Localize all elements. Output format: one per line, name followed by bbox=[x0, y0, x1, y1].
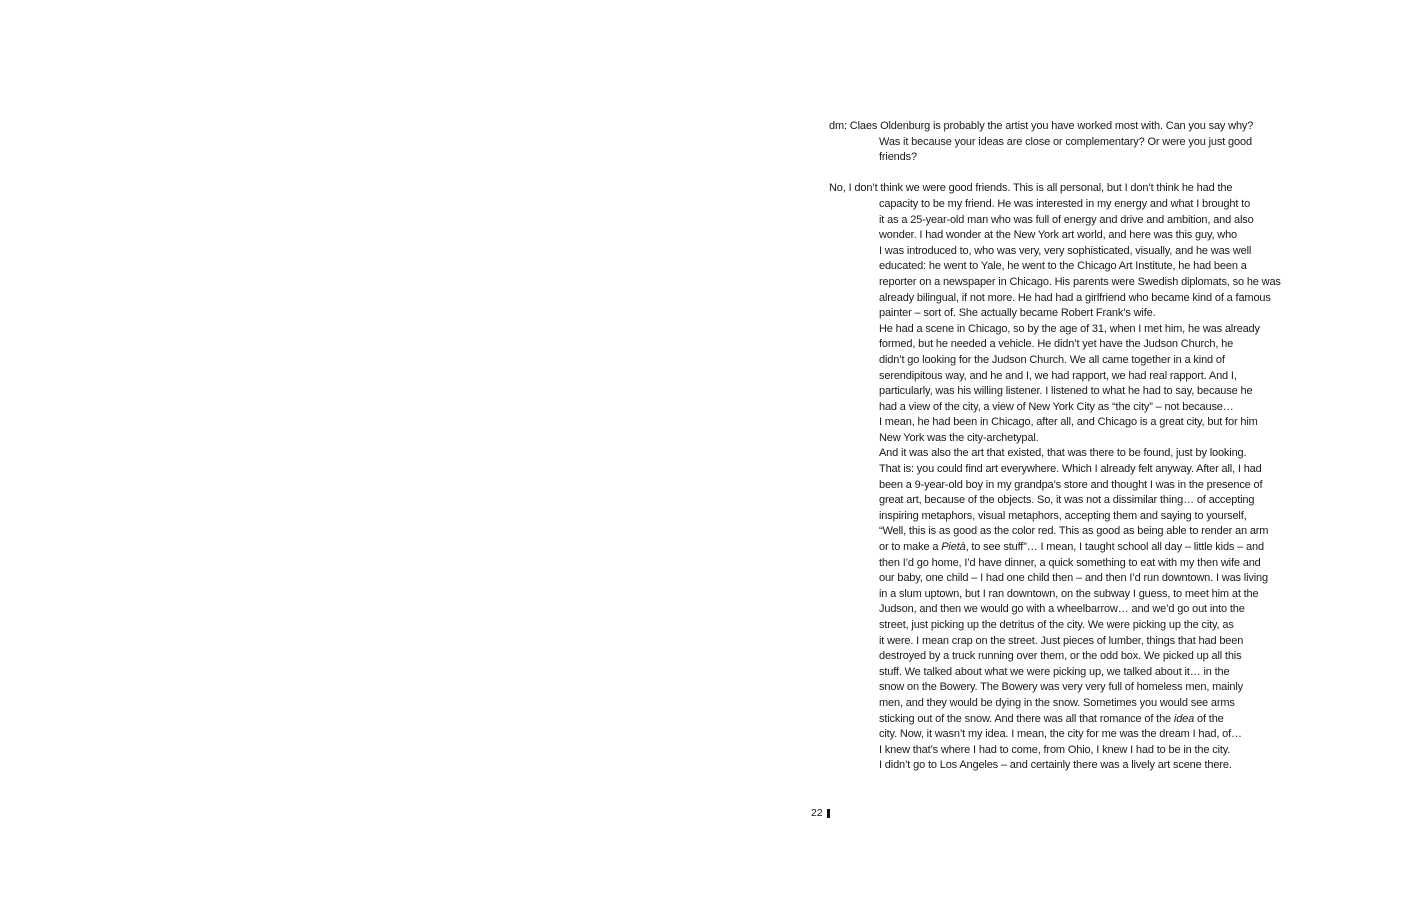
answer-line-part: , to see stuff”… I mean, I taught school all day – little kids – and bbox=[965, 541, 1264, 554]
answer-line: I knew that’s where I had to come, from Ohio, I knew I had to be in the city. bbox=[879, 743, 1231, 756]
answer-line: men, and they would be dying in the snow. Sometimes you would see arms bbox=[879, 696, 1235, 709]
answer-line: great art, because of the objects. So, it was not a dissimilar thing… of accepting bbox=[879, 494, 1255, 507]
answer-line: That is: you could find art everywhere. Which I already felt anyway. After all, I had bbox=[879, 463, 1262, 476]
answer-line-part: of the bbox=[1194, 712, 1224, 725]
answer-line: wonder. I had wonder at the New York art world, and here was this guy, who bbox=[879, 229, 1238, 242]
answer-line: then I’d go home, I’d have dinner, a quick something to eat with my then wife and bbox=[879, 556, 1261, 569]
answer-line: He had a scene in Chicago, so by the age of 31, when I met him, he was already bbox=[879, 322, 1260, 335]
answer-line: had a view of the city, a view of New York City as “the city” – not because… bbox=[879, 400, 1234, 413]
answer-line: capacity to be my friend. He was interested in my energy and what I brought to bbox=[879, 197, 1251, 210]
answer-line: And it was also the art that existed, that was there to be found, just by looking. bbox=[879, 447, 1247, 460]
answer-line-part: or to make a bbox=[879, 541, 942, 554]
page-number: 22 bbox=[811, 807, 823, 819]
answer-line: it as a 25-year-old man who was full of energy and drive and ambition, and also bbox=[879, 213, 1254, 226]
answer-line: didn’t go looking for the Judson Church. We all came together in a kind of bbox=[879, 353, 1225, 366]
answer-line: Judson, and then we would go with a wheelbarrow… and we’d go out into the bbox=[879, 603, 1245, 616]
question-line: Was it because your ideas are close or complementary? Or were you just good bbox=[879, 135, 1252, 148]
answer-line: particularly, was his willing listener. I listened to what he had to say, because he bbox=[879, 385, 1253, 398]
answer-line: I mean, he had been in Chicago, after all, and Chicago is a great city, but for him bbox=[879, 416, 1258, 429]
answer-line: “Well, this is as good as the color red. This as good as being able to render an arm bbox=[879, 525, 1269, 538]
answer-line: serendipitous way, and he and I, we had rapport, we had real rapport. And I, bbox=[879, 369, 1237, 382]
answer-line: our baby, one child – I had one child then – and then I’d run downtown. I was living bbox=[879, 572, 1268, 585]
italic-word-pieta: Pietà bbox=[941, 541, 966, 554]
answer-line: city. Now, it wasn’t my idea. I mean, the city for me was the dream I had, of… bbox=[879, 728, 1242, 741]
interview-answer bbox=[829, 181, 1289, 774]
answer-line: been a 9-year-old boy in my grandpa’s store and thought I was in the presence of bbox=[879, 478, 1263, 491]
answer-line: it were. I mean crap on the street. Just pieces of lumber, things that had been bbox=[879, 634, 1244, 647]
answer-line: stuff. We talked about what we were picking up, we talked about it… in the bbox=[879, 665, 1230, 678]
answer-line: educated: he went to Yale, he went to the Chicago Art Institute, he had been a bbox=[879, 260, 1247, 273]
question-line: dm: Claes Oldenburg is probably the artist you have worked most with. Can you say why? bbox=[829, 120, 1254, 132]
answer-line: street, just picking up the detritus of the city. We were picking up the city, as bbox=[879, 619, 1234, 631]
answer-line: formed, but he needed a vehicle. He didn’t yet have the Judson Church, he bbox=[879, 338, 1234, 351]
answer-line: in a slum uptown, but I ran downtown, on the subway I guess, to meet him at the bbox=[879, 587, 1259, 600]
interview-question bbox=[829, 119, 1289, 166]
answer-line: I was introduced to, who was very, very sophisticated, visually, and he was well bbox=[879, 244, 1252, 257]
interview-text bbox=[829, 119, 1289, 774]
page-folio bbox=[811, 806, 830, 820]
answer-line: reporter on a newspaper in Chicago. His parents were Swedish diplomats, so he was bbox=[879, 275, 1281, 288]
italic-word-idea: idea bbox=[1173, 712, 1195, 725]
answer-line: painter – sort of. She actually became Robert Frank’s wife. bbox=[879, 307, 1156, 320]
answer-line: No, I don’t think we were good friends. This is all personal, but I don’t think he had the bbox=[829, 182, 1233, 195]
answer-line: snow on the Bowery. The Bowery was very very full of homeless men, mainly bbox=[879, 681, 1244, 694]
answer-line: I didn’t go to Los Angeles – and certainly there was a lively art scene there. bbox=[879, 759, 1232, 772]
folio-bar-icon bbox=[827, 809, 830, 818]
answer-line: inspiring metaphors, visual metaphors, accepting them and saying to yourself, bbox=[879, 509, 1247, 522]
question-line: friends? bbox=[879, 151, 917, 164]
answer-line: destroyed by a truck running over them, or the odd box. We picked up all this bbox=[879, 650, 1242, 663]
answer-line-with-italic bbox=[879, 712, 1289, 728]
answer-line: New York was the city-archetypal. bbox=[879, 431, 1039, 444]
answer-line-part: sticking out of the snow. And there was all that romance of the bbox=[879, 712, 1174, 725]
answer-line-with-italic bbox=[879, 540, 1289, 556]
answer-line: already bilingual, if not more. He had had a girlfriend who became kind of a famous bbox=[879, 291, 1271, 304]
paragraph-gap bbox=[829, 166, 1289, 182]
